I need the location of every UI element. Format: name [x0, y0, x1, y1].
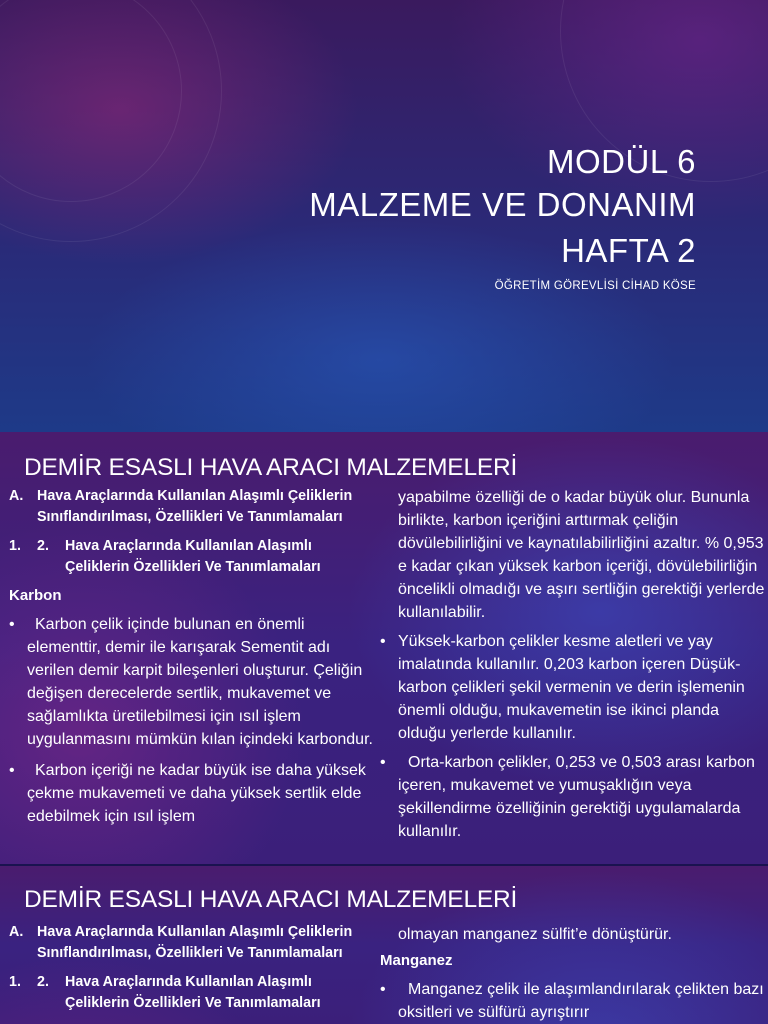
heading-a-marker: A. [9, 488, 24, 504]
right-column [380, 923, 768, 1024]
heading-a [9, 922, 377, 964]
bullet-item [380, 630, 768, 745]
heading-b-text: Hava Araçlarında Kullanılan Alaşımlı Çeliklerin Özellikleri Ve Tanımlamaları [65, 974, 321, 1011]
heading-a-text: Hava Araçlarında Kullanılan Alaşımlı Çeliklerin Sınıflandırılması, Özellikleri Ve Tanımlamaları [37, 488, 353, 525]
heading-a-text: Hava Araçlarında Kullanılan Alaşımlı Çeliklerin Sınıflandırılması, Özellikleri Ve Tanımlamaları [37, 924, 353, 961]
heading-a-marker: A. [9, 924, 24, 940]
bullet-dot: • [380, 981, 386, 998]
heading-b [9, 972, 377, 1014]
bullet-dot: • [380, 633, 386, 650]
left-column [9, 922, 377, 1014]
keyword-carbon: Karbon [9, 587, 62, 604]
heading-b [9, 536, 377, 578]
heading-a [9, 486, 377, 528]
left-column [9, 486, 377, 828]
title-line-2: MALZEME VE DONANIM [309, 186, 696, 223]
heading-b-marker-1: 1. [9, 974, 21, 990]
keyword-manganese: Manganez [380, 952, 453, 969]
right-column [380, 486, 768, 843]
slide-title: DEMİR ESASLI HAVA ARACI MALZEMELERİ [24, 886, 518, 913]
title-slide [0, 0, 768, 432]
slide-title: DEMİR ESASLI HAVA ARACI MALZEMELERİ [24, 454, 518, 481]
title-line-1: MODÜL 6 [547, 143, 696, 180]
presenter-name: ÖĞRETİM GÖREVLİSİ CİHAD KÖSE [494, 280, 696, 292]
heading-b-text: Hava Araçlarında Kullanılan Alaşımlı Çeliklerin Özellikleri Ve Tanımlamaları [65, 538, 321, 575]
bullet-dot: • [9, 616, 15, 633]
bullet-text: Karbon içeriği ne kadar büyük ise daha yüksek çekme mukavemeti ve daha yüksek sertlik elde edebilmek için ısıl işlem [27, 762, 366, 825]
content-slide-carbon [0, 432, 768, 864]
bullet-item [380, 978, 768, 1024]
heading-b-marker-2: 2. [37, 538, 49, 554]
heading-b-marker-2: 2. [37, 974, 49, 990]
heading-b-marker-1: 1. [9, 538, 21, 554]
bullet-text: Yüksek-karbon çelikler kesme aletleri ve yay imalatında kullanılır. 0,203 karbon içeren Düşük-karbon çelikleri şekil vermenin ve derin işlemenin önemli olduğu, mukavemetin ise ikinci planda olduğu yerlerde kullanılır. [398, 633, 745, 742]
continuation-text: olmayan manganez sülfit’e dönüştürür. [398, 926, 672, 943]
bullet-item [9, 613, 377, 751]
content-slide-manganese [0, 866, 768, 1024]
bullet-text: Manganez çelik ile alaşımlandırılarak çelikten bazı oksitleri ve sülfürü ayrıştırır [398, 981, 764, 1021]
bullet-item [9, 759, 377, 828]
bullet-text: Karbon çelik içinde bulunan en önemli elementtir, demir ile karışarak Sementit adı verilen demir karpit bileşenleri oluşturur. Çeliğin değişen derecelerde sertlik, mukavemet ve sağlamlıkta üretilebilmesi için ısıl işlem uygulanmasını mümkün kılan içindeki karbondur. [27, 616, 373, 748]
continuation-text: yapabilme özelliği de o kadar büyük olur. Bununla birlikte, karbon içeriğini arttırmak çeliğin dövülebilirliğini ve kaynatılabilirliğini azaltır. % 0,953 e kadar çıkan yüksek karbon içeriği, dövülebilirliğin öncelikli olmadığı ve aşırı sertliğin gerektiği yerlerde kullanılabilir. [398, 489, 765, 621]
title-line-3: HAFTA 2 [561, 232, 696, 269]
bullet-text: Orta-karbon çelikler, 0,253 ve 0,503 arası karbon içeren, mukavemet ve yumuşaklığın veya şekillendirme özelliğinin gerektiği uygulamalarda kullanılır. [398, 754, 755, 840]
bullet-dot: • [380, 754, 386, 771]
bullet-item [380, 751, 768, 843]
bullet-dot: • [9, 762, 15, 779]
